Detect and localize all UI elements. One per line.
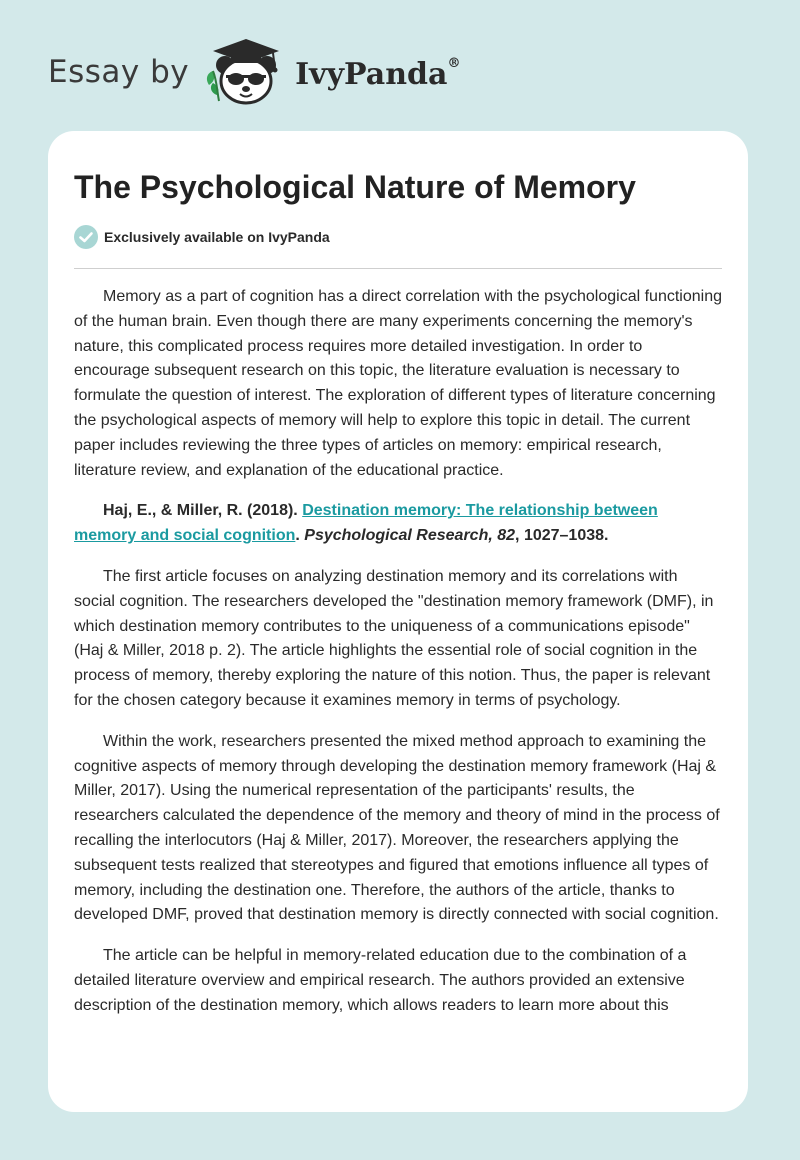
citation-separator: .	[295, 527, 305, 545]
citation-journal: Psychological Research, 82	[304, 527, 516, 545]
paragraph: Within the work, researchers presented the mixed method approach to examining the cognitive aspects of memory through developing the destination memory framework (Haj & Miller, 2017). Using the numerical representation of the participants' results, the researchers calculated the dependence of the memory and theory of mind in the process of recalling the interlocutors (Haj & Miller, 2017). Moreover, the researchers applying the subsequent tests realized that stereotypes and figured that emotions influence all types of memory, including the destination one. Therefore, the authors of the article, thanks to developed DMF, proved that destination memory is directly connected with social cognition.	[74, 732, 720, 924]
paragraph: The article can be helpful in memory-related education due to the combination of a detailed literature overview and empirical research. The authors provided an extensive description of the destination memory, which allows readers to learn more about this	[74, 947, 687, 1014]
citation-authors: Haj, E., & Miller, R. (2018).	[103, 502, 303, 520]
panda-logo-icon	[203, 35, 289, 109]
divider	[74, 268, 722, 269]
exclusive-badge	[74, 223, 722, 251]
paragraph: Memory as a part of cognition has a direct correlation with the psychological functioning of the human brain. Even though there are many experiments concerning the memory's nature, this complicated process requires more detailed investigation. In order to encourage subsequent research on this topic, the literature evaluation is necessary to formulate the question of interest. The exploration of different types of literature concerning the psychological aspects of memory will help to explore this topic in detail. The current paper includes reviewing the three types of articles on memory: empirical research, literature review, and explanation of the educational practice.	[74, 288, 722, 479]
trademark-mark: ®	[447, 55, 461, 71]
badge-text: Exclusively available on IvyPanda	[104, 229, 330, 245]
essay-card	[48, 131, 748, 1112]
essay-body	[74, 285, 722, 1019]
citation	[74, 499, 722, 549]
brand-prefix: Essay by	[48, 54, 190, 90]
paragraph: The first article focuses on analyzing destination memory and its correlations with social cognition. The researchers developed the "destination memory framework (DMF), in which destination memory contributes to the uniqueness of a communications episode" (Haj & Miller, 2018 p. 2). The article highlights the essential role of social cognition in the process of memory, thereby exploring the nature of this notion. Thus, the paper is relevant for the chosen category because it examines memory in terms of psychology.	[74, 567, 714, 709]
brand-name: IvyPanda®	[295, 55, 461, 92]
page-title: The Psychological Nature of Memory	[74, 169, 636, 205]
citation-link[interactable]: Destination memory: The relationship between memory and social cognition	[74, 502, 658, 545]
check-circle-icon	[74, 225, 98, 249]
brand-header	[48, 36, 460, 108]
citation-pages: , 1027–1038.	[515, 527, 609, 545]
